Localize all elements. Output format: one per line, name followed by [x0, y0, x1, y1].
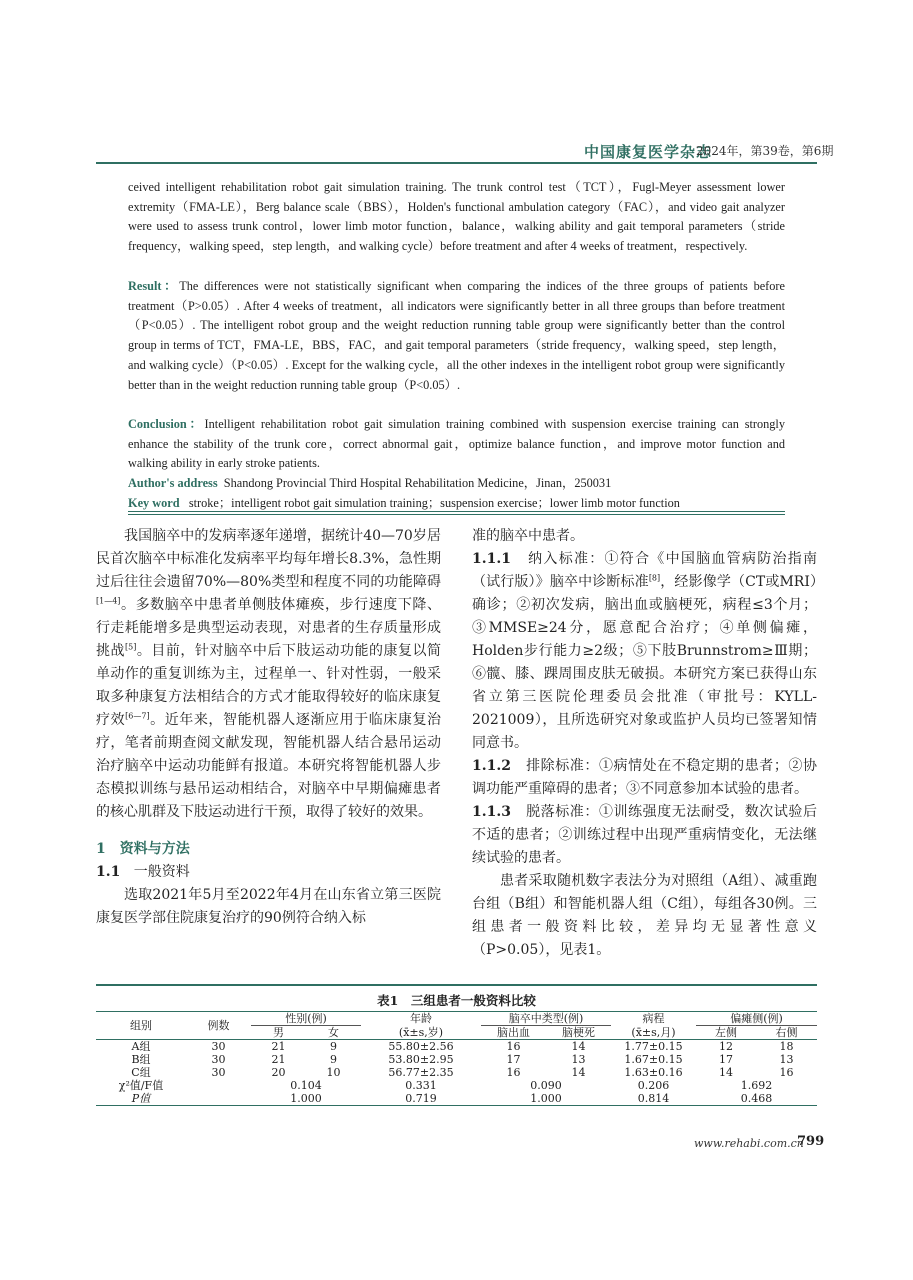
header-rule	[96, 162, 817, 164]
section-heading: 1 资料与方法	[96, 841, 190, 857]
right-column	[472, 525, 817, 962]
table-title: 表1 三组患者一般资料比较	[377, 993, 536, 1008]
paragraph: 准的脑卒中患者。	[472, 528, 584, 544]
col-header: 组别	[96, 1012, 186, 1040]
citation: [8]	[648, 573, 661, 583]
abstract-address	[128, 474, 785, 494]
table-row: A组 30 21 9 55.80±2.56 16 14 1.77±0.15 12 18	[96, 1040, 817, 1054]
footer-url: www.rehabi.com.cn	[694, 1137, 804, 1150]
col-subheader: 脑出血	[497, 1026, 530, 1039]
paragraph: 患者采取随机数字表法分为对照组（A组）、减重跑台组（B组）和智能机器人组（C组），每组各30例。三组患者一般资料比较，差异均无显著性意义（P>0.05），见表1。	[472, 873, 817, 958]
col-header: 偏瘫侧(例)	[696, 1012, 817, 1026]
table-row-stat: χ²值/F值 0.104 0.331 0.090 0.206 1.692	[118, 1079, 773, 1092]
left-column	[96, 525, 441, 930]
abstract-conclusion	[128, 415, 785, 474]
col-header: 例数	[186, 1012, 251, 1040]
conclusion-label: Conclusion：	[128, 417, 205, 431]
abstract-rule	[128, 514, 785, 515]
abstract-methods-tail: ceived intelligent rehabilitation robot gait simulation training. The trunk control test（TCT），Fugl-Meyer assessment lower extremity（FMA-LE），Berg balance scale（BBS），Holden's functional ambulation category（FAC），and video gait analyzer were used to assess trunk control，lower limb motor function，balance，walking ability and gait temporal parameters（stride frequency，walking speed，step length，and walking cycle）before treatment and after 4 weeks of treatment，respectively.	[128, 180, 785, 254]
exclusion-criteria: 1.1.2 排除标准：①病情处在不稳定期的患者；②协调功能严重障碍的患者；③不同意参加本试验的患者。	[472, 758, 817, 797]
address-label: Author's address	[128, 476, 218, 490]
col-header: 脑卒中类型(例)	[481, 1012, 611, 1026]
citation: [6—7]	[125, 711, 150, 721]
col-subheader: 女	[328, 1026, 339, 1039]
keyword-label: Key word	[128, 496, 180, 510]
citation: [5]	[125, 642, 137, 652]
dropout-criteria: 1.1.3 脱落标准：①训练强度无法耐受，数次试验后不适的患者；②训练过程中出现严重病情变化，无法继续试验的患者。	[472, 804, 817, 866]
col-header: 性别(例)	[251, 1012, 361, 1026]
citation: [1—4]	[96, 596, 121, 606]
table-row: C组 30 20 10 56.77±2.35 16 14 1.63±0.16 14 16	[131, 1066, 794, 1079]
conclusion-text: Intelligent rehabilitation robot gait simulation training combined with suspension exercise training can strongly enhance the stability of the trunk core，correct abnormal gait，optimize balance function，and improve motor function and walking ability in early stroke patients.	[128, 417, 785, 471]
col-subheader: 脑梗死	[562, 1026, 595, 1039]
abstract-result	[128, 277, 785, 395]
issue-info: 2024年，第39卷，第6期	[696, 144, 834, 158]
table-top-rule	[96, 984, 817, 986]
intro-paragraph: 我国脑卒中的发病率逐年递增，据统计40—70岁居民首次脑卒中标准化发病率平均每年增长8.3%，急性期过后往往会遗留70%—80%类型和程度不同的功能障碍[1—4]。多数脑卒中患者单侧肢体瘫痪，步行速度下降、行走耗能增多是典型运动表现，对患者的生存质量形成挑战[5]。目前，针对脑卒中后下肢运动功能的康复以简单动作的重复训练为主，过程单一、针对性弱，一般采取多种康复方法相结合的方式才能取得较好的临床康复疗效[6—7]。近年来，智能机器人逐渐应用于临床康复治疗，笔者前期查阅文献发现，智能机器人结合悬吊运动治疗脑卒中运动功能鲜有报道。本研究将智能机器人步态模拟训练与悬吊运动相结合，对脑卒中早期偏瘫患者的核心肌群及下肢运动进行干预，取得了较好的效果。	[96, 528, 442, 820]
col-subheader: (x̄±s,岁)	[398, 1025, 444, 1039]
table-row-pvalue: P值 1.000 0.719 1.000 0.814 0.468	[96, 1092, 817, 1106]
address-text: Shandong Provincial Third Hospital Rehabilitation Medicine，Jinan，250031	[223, 476, 612, 490]
col-subheader: (x̄±s,月)	[631, 1025, 676, 1039]
result-text: The differences were not statistically significant when comparing the indices of the three groups of patients before treatment（P>0.05）. After 4 weeks of treatment，all indicators were significantly better in all three groups than before treatment（P<0.05）. The intelligent robot group and the weight reduction running table group were significantly better than the control group in terms of TCT，FMA-LE，BBS，FAC，and gait temporal parameters（stride frequency，walking speed，step length，and walking cycle）（P<0.05）. Except for the walking cycle，all the other indexes in the intelligent robot group were significantly better than in the weight reduction running table group（P<0.05）.	[128, 279, 785, 392]
abstract-rule	[128, 511, 785, 512]
col-subheader: 右侧	[775, 1026, 798, 1039]
col-subheader: 左侧	[715, 1026, 737, 1039]
journal-name: 中国康复医学杂志	[584, 143, 713, 161]
inclusion-criteria: 1.1.1 纳入标准：①符合《中国脑血管病防治指南（试行版）》脑卒中诊断标准[8]，经影像学（CT或MRI）确诊；②初次发病，脑出血或脑梗死，病程≤3个月；③MMSE≥24分，愿意配合治疗；④单侧偏瘫，Holden步行能力≥2级；⑤下肢Brunnstrom≥Ⅲ期；⑥髋、膝、踝周围皮肤无破损。本研究方案已获得山东省立第三医院伦理委员会批准（审批号：KYLL-2021009），且所选研究对象或监护人员均已签署知情同意书。	[472, 551, 818, 751]
result-label: Result：	[128, 279, 180, 293]
subsection-heading: 1.1 一般资料	[96, 864, 190, 880]
page-number: 799	[797, 1134, 825, 1149]
keyword-text: stroke；intelligent robot gait simulation training；suspension exercise；lower limb motor function	[188, 496, 680, 510]
col-header: 病程	[611, 1012, 696, 1026]
table-row: B组 30 21 9 53.80±2.95 17 13 1.67±0.15 17 13	[131, 1053, 794, 1066]
paragraph: 选取2021年5月至2022年4月在山东省立第三医院康复医学部住院康复治疗的90例符合纳入标	[96, 887, 441, 926]
col-header: 年龄	[361, 1012, 481, 1026]
data-table	[96, 1011, 817, 1106]
col-subheader: 男	[273, 1026, 284, 1039]
